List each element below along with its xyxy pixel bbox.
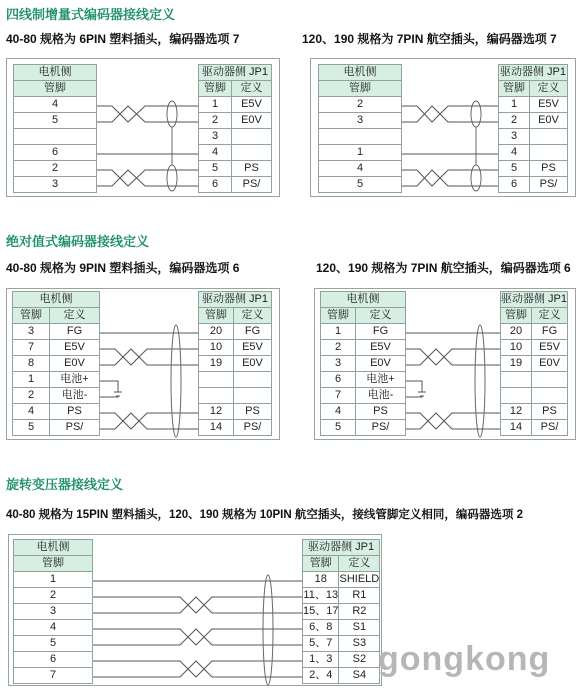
table-cell: 3 [14, 604, 93, 620]
table-cell: PS [234, 404, 272, 420]
table-cell: SHIELD [339, 572, 380, 588]
pin-column-header: 管脚 [14, 81, 97, 97]
wire [406, 349, 500, 365]
wire-group-resolver [93, 575, 302, 685]
table-cell: 5 [319, 177, 402, 193]
table-cell: E5V [234, 340, 272, 356]
table-cell: PS [50, 404, 100, 420]
table-cell: 10 [199, 340, 234, 356]
table-cell: 2 [14, 161, 97, 177]
def-column-header: 定义 [50, 308, 100, 324]
wire [100, 349, 198, 365]
table-cell: 5 [13, 420, 50, 436]
shield-ellipse [171, 325, 181, 437]
table-cell: 14 [501, 420, 532, 436]
table-cell: E5V [356, 340, 406, 356]
table-cell: 5 [321, 420, 356, 436]
table-cell: 6 [499, 177, 530, 193]
def-column-header: 定义 [232, 81, 272, 97]
table-cell: PS/ [530, 177, 568, 193]
pin-column-header: 管脚 [501, 308, 532, 324]
table-cell: E5V [532, 340, 568, 356]
pin-column-header: 管脚 [303, 556, 339, 572]
table-cell: FG [50, 324, 100, 340]
table-cell: 5、7 [303, 636, 339, 652]
wire [93, 597, 302, 613]
wire [402, 106, 498, 122]
table-cell: S4 [339, 668, 380, 684]
pin-column-header: 管脚 [199, 308, 234, 324]
table-cell: 4 [319, 161, 402, 177]
table-cell: FG [234, 324, 272, 340]
shield-ellipse [475, 325, 485, 437]
table-cell: 电池+ [356, 372, 406, 388]
table-cell: 电池- [50, 388, 100, 404]
watermark: gongkong [378, 640, 551, 678]
wire [97, 106, 198, 122]
table-cell: S3 [339, 636, 380, 652]
table-cell: PS/ [532, 420, 568, 436]
table-cell: PS [232, 161, 272, 177]
table-cell: 10 [501, 340, 532, 356]
driver-header: 驱动器侧 JP1 [303, 540, 380, 556]
motor-header: 电机侧 [14, 540, 93, 556]
table-cell: 6 [14, 145, 97, 161]
table-cell: 6、8 [303, 620, 339, 636]
motor-header: 电机侧 [321, 292, 406, 308]
table-cell: 12 [501, 404, 532, 420]
table-cell: PS/ [50, 420, 100, 436]
wire [406, 349, 500, 365]
table-cell: 2 [321, 340, 356, 356]
wire [93, 597, 302, 613]
wire [406, 413, 500, 429]
table-cell: 7 [321, 388, 356, 404]
table-cell: 6 [199, 177, 232, 193]
table-cell: 7 [14, 668, 93, 684]
table-cell: 5 [199, 161, 232, 177]
def-column-header: 定义 [532, 308, 568, 324]
table-cell: E5V [530, 97, 568, 113]
table-cell: E0V [234, 356, 272, 372]
table-cell: 19 [199, 356, 234, 372]
pin-column-header: 管脚 [321, 308, 356, 324]
table-cell: E0V [530, 113, 568, 129]
table-cell: 1 [14, 572, 93, 588]
shield-ellipse [167, 165, 177, 191]
table-cell: PS/ [356, 420, 406, 436]
motor-header: 电机侧 [13, 292, 100, 308]
table-cell: PS/ [234, 420, 272, 436]
table-cell: 2、4 [303, 668, 339, 684]
wire-group-absolute-left [100, 325, 198, 437]
table-cell: 3 [13, 324, 50, 340]
table-cell: 12 [199, 404, 234, 420]
table-cell: 3 [199, 129, 232, 145]
wire [100, 413, 198, 429]
table-cell: S2 [339, 652, 380, 668]
table-cell: E5V [50, 340, 100, 356]
driver-header: 驱动器侧 JP1 [501, 292, 568, 308]
table-cell: 5 [14, 113, 97, 129]
table-cell: 3 [14, 177, 97, 193]
table-cell: 15、17 [303, 604, 339, 620]
table-cell: S1 [339, 620, 380, 636]
def-column-header: 定义 [339, 556, 380, 572]
table-cell: 3 [321, 356, 356, 372]
table-cell: E5V [232, 97, 272, 113]
shield-ellipse [167, 101, 177, 127]
wire-group-incremental-left [97, 101, 198, 191]
motor-header: 电机侧 [14, 65, 97, 81]
table-cell: PS [356, 404, 406, 420]
table-cell: PS [532, 404, 568, 420]
motor-header: 电机侧 [319, 65, 402, 81]
table-cell: FG [532, 324, 568, 340]
driver-header: 驱动器侧 JP1 [199, 292, 272, 308]
section-title-incremental: 四线制增量式编码器接线定义 [6, 7, 176, 22]
table-cell: 14 [199, 420, 234, 436]
table-cell: 7 [13, 340, 50, 356]
table-cell: 4 [14, 620, 93, 636]
table-cell: 3 [319, 113, 402, 129]
table-cell: 2 [319, 97, 402, 113]
wire-group-incremental-right [402, 101, 498, 191]
def-column-header: 定义 [356, 308, 406, 324]
table-cell: 4 [14, 97, 97, 113]
table-cell: 1、3 [303, 652, 339, 668]
table-cell: E0V [356, 356, 406, 372]
table-cell: 4 [499, 145, 530, 161]
pin-column-header: 管脚 [14, 556, 93, 572]
subtitle-resolver: 40-80 规格为 15PIN 塑料插头，120、190 规格为 10PIN 航空插头，接线管脚定义相同，编码器选项 2 [6, 509, 523, 521]
table-cell: 3 [499, 129, 530, 145]
table-cell: 2 [13, 388, 50, 404]
table-cell: 1 [321, 324, 356, 340]
table-cell: 6 [321, 372, 356, 388]
table-cell: 19 [501, 356, 532, 372]
table-cell: 2 [499, 113, 530, 129]
subtitle-absolute-right: 120、190 规格为 7PIN 航空插头，编码器选项 6 [316, 261, 571, 275]
section-title-resolver: 旋转变压器接线定义 [6, 477, 124, 492]
table-cell: 电池- [356, 388, 406, 404]
shield-ellipse [263, 575, 273, 685]
wire [100, 349, 198, 365]
table-cell: E0V [532, 356, 568, 372]
pin-column-header: 管脚 [499, 81, 530, 97]
wire [402, 106, 498, 122]
pin-column-header: 管脚 [13, 308, 50, 324]
wire [97, 106, 198, 122]
pin-column-header: 管脚 [319, 81, 402, 97]
battery-link [406, 381, 426, 397]
subtitle-incremental-left: 40-80 规格为 6PIN 塑料插头，编码器选项 7 [6, 32, 240, 46]
battery-link [100, 381, 122, 397]
table-cell: 20 [199, 324, 234, 340]
wire [402, 170, 498, 186]
table-cell: E0V [50, 356, 100, 372]
def-column-header: 定义 [234, 308, 272, 324]
table-cell: 1 [319, 145, 402, 161]
wire [97, 170, 198, 186]
wire-group-absolute-right [406, 325, 500, 437]
driver-header: 驱动器侧 JP1 [199, 65, 272, 81]
table-cell: 5 [499, 161, 530, 177]
wire [402, 170, 498, 186]
wire [93, 629, 302, 645]
table-cell: 20 [501, 324, 532, 340]
table-cell: 2 [14, 588, 93, 604]
table-cell: 4 [13, 404, 50, 420]
table-cell: 电池+ [50, 372, 100, 388]
wire [406, 413, 500, 429]
table-cell: 1 [499, 97, 530, 113]
table-cell: FG [356, 324, 406, 340]
table-cell: 4 [199, 145, 232, 161]
table-cell: PS [530, 161, 568, 177]
table-cell: E0V [232, 113, 272, 129]
driver-header: 驱动器侧 JP1 [499, 65, 568, 81]
subtitle-incremental-right: 120、190 规格为 7PIN 航空插头，编码器选项 7 [302, 32, 557, 46]
def-column-header: 定义 [530, 81, 568, 97]
shield-ellipse [471, 165, 481, 191]
table-cell: 5 [14, 636, 93, 652]
table-cell: 4 [321, 404, 356, 420]
table-cell: 6 [14, 652, 93, 668]
table-cell: R2 [339, 604, 380, 620]
table-cell: 11、13 [303, 588, 339, 604]
wire [93, 629, 302, 645]
pin-column-header: 管脚 [199, 81, 232, 97]
wire [97, 170, 198, 186]
section-title-absolute: 绝对值式编码器接线定义 [6, 234, 150, 249]
subtitle-absolute-left: 40-80 规格为 9PIN 塑料插头，编码器选项 6 [6, 261, 240, 275]
wire [100, 413, 198, 429]
table-cell: PS/ [232, 177, 272, 193]
table-cell: 1 [13, 372, 50, 388]
table-cell: R1 [339, 588, 380, 604]
table-cell: 8 [13, 356, 50, 372]
table-cell: 1 [199, 97, 232, 113]
shield-ellipse [471, 101, 481, 127]
table-cell: 18 [303, 572, 339, 588]
table-cell: 2 [199, 113, 232, 129]
